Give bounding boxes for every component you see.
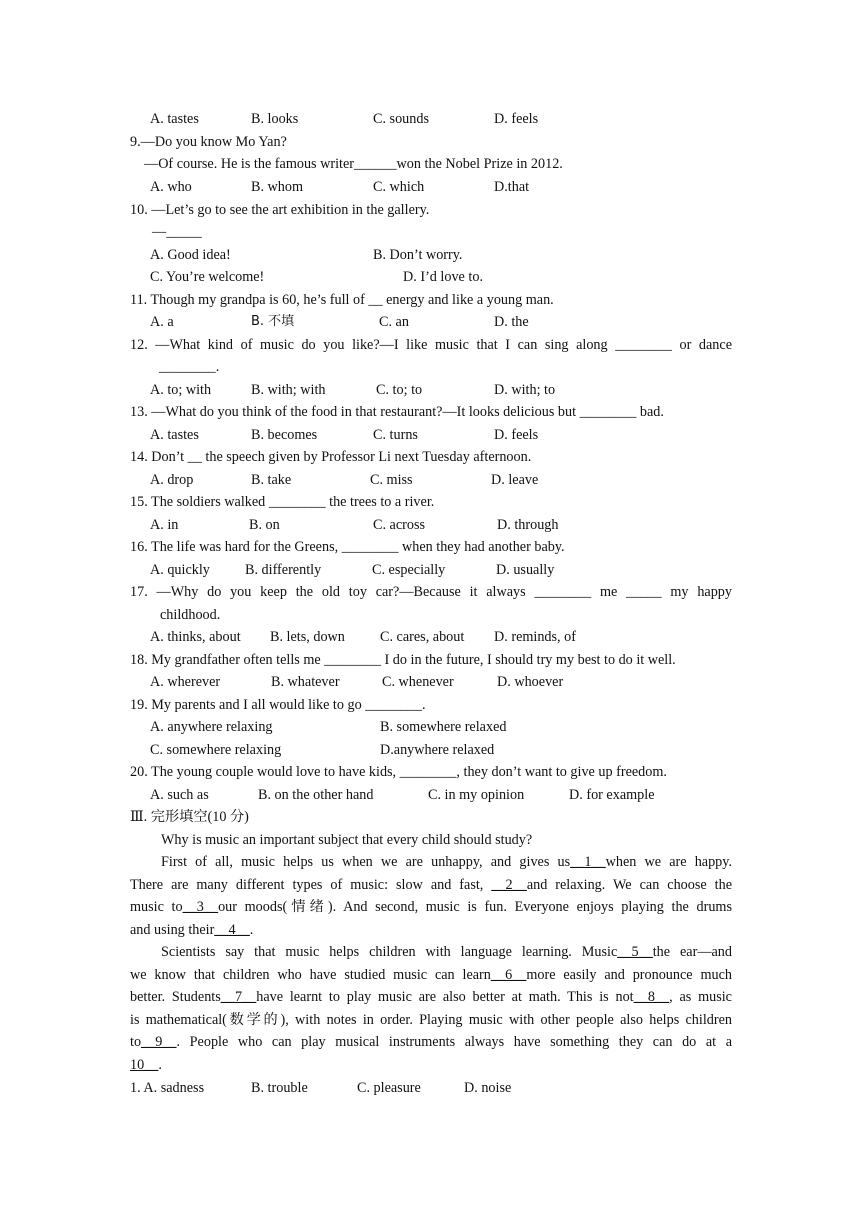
blank-9: __9__ (141, 1034, 177, 1050)
option-c: C. somewhere relaxing (150, 742, 282, 758)
section-heading: Ⅲ. 完形填空(10 分) (130, 809, 249, 825)
option-a: A. thinks, about (150, 629, 241, 645)
option-d: D. for example (569, 787, 655, 803)
q13-stem: 13. —What do you think of the food in that restaurant?—It looks delicious but ________ bad. (130, 404, 664, 420)
option-b: B. lets, down (270, 629, 345, 645)
blank-3: __3__ (182, 899, 219, 915)
blank-1: __1__ (570, 854, 606, 870)
p2-text: . People who can play musical instruments always have something they can do at a (176, 1034, 732, 1050)
p2-line1 (161, 943, 732, 961)
p1-text: There are many different types of music: slow and fast, (130, 877, 484, 893)
option-b: B. with; with (251, 382, 326, 398)
p1-text: our moods(情绪). And second, music is fun. Everyone enjoys playing the drums (218, 899, 732, 915)
q20-stem: 20. The young couple would love to have kids, ________, they don’t want to give up freedom. (130, 764, 667, 780)
option-b: B. on the other hand (258, 787, 374, 803)
p1-line2 (130, 876, 732, 894)
p2-text: better. Students (130, 989, 221, 1005)
blank-4: __4__ (214, 922, 250, 938)
p1-text: First of all, music helps us when we are unhappy, and gives us (161, 854, 571, 870)
option-a: A. in (150, 517, 179, 533)
q10-line2: —_____ (152, 224, 202, 240)
p1-text: . (249, 922, 254, 938)
option-d: D. the (494, 314, 529, 330)
option-a: A. quickly (150, 562, 210, 578)
option-c: C. turns (373, 427, 418, 443)
blank-5: __5__ (617, 944, 653, 960)
option-b: B. trouble (251, 1080, 308, 1096)
option-a: A. such as (150, 787, 209, 803)
passage-title: Why is music an important subject that every child should study? (161, 832, 533, 848)
option-c: C. to; to (376, 382, 423, 398)
q12-stem: 12. —What kind of music do you like?—I like music that I can sing along ________ or dance (130, 337, 732, 353)
option-d: D. reminds, of (494, 629, 576, 645)
option-c: C. whenever (382, 674, 454, 690)
option-d: D. through (497, 517, 559, 533)
p1-text: and relaxing. We can choose the (526, 877, 732, 893)
q12-line2: ________. (159, 359, 220, 375)
option-b: B. looks (251, 111, 299, 127)
option-c: C. sounds (373, 111, 429, 127)
p2-line6 (130, 1056, 732, 1074)
blank-8: __8__ (633, 989, 670, 1005)
p2-line4: is mathematical(数学的), with notes in order. Playing music with other people also helps children (130, 1012, 732, 1028)
option-d: D. usually (496, 562, 555, 578)
option-c: C. in my opinion (428, 787, 525, 803)
option-a: A. tastes (150, 111, 199, 127)
q9-stem: 9.—Do you know Mo Yan? (130, 134, 287, 150)
blank-6: __6__ (490, 967, 527, 983)
q17-stem: 17. —Why do you keep the old toy car?—Because it always ________ me _____ my happy (130, 584, 732, 600)
option-d: D. noise (464, 1080, 512, 1096)
p2-line3 (130, 988, 732, 1006)
option-b: B. somewhere relaxed (380, 719, 507, 735)
option-a: A. who (150, 179, 192, 195)
option-b: B. becomes (251, 427, 318, 443)
option-b: B. whom (251, 179, 304, 195)
option-c: C. especially (372, 562, 446, 578)
p2-text: to (130, 1034, 142, 1050)
p1-line4 (130, 921, 732, 939)
blank-2: __2__ (491, 877, 527, 893)
p2-text: more easily and pronounce much (526, 967, 732, 983)
option-d: D. leave (491, 472, 539, 488)
option-b: B. take (251, 472, 292, 488)
option-b: B. 不填 (251, 314, 295, 329)
option-c: C. an (379, 314, 409, 330)
p1-line3 (130, 898, 732, 916)
option-a: 1. A. sadness (130, 1080, 205, 1096)
option-d: D. feels (494, 427, 539, 443)
option-b: B. Don’t worry. (373, 247, 463, 263)
p1-text: when we are happy. (605, 854, 732, 870)
p2-line2 (130, 966, 732, 984)
blank-7: __7__ (220, 989, 257, 1005)
option-d: D. whoever (497, 674, 564, 690)
p2-text: . (158, 1057, 162, 1073)
blank-10: 10__ (130, 1057, 159, 1073)
option-d: D. with; to (494, 382, 556, 398)
p2-text: we know that children who have studied music can learn (130, 967, 491, 983)
option-d: D.that (494, 179, 530, 195)
p2-line5 (130, 1033, 732, 1051)
q19-stem: 19. My parents and I all would like to go ________. (130, 697, 426, 713)
option-d: D. I’d love to. (403, 269, 483, 285)
option-a: A. to; with (150, 382, 212, 398)
q17-line2: childhood. (160, 607, 221, 623)
option-a: A. tastes (150, 427, 199, 443)
p2-text: the ear—and (652, 944, 732, 960)
p2-text: Scientists say that music helps children with language learning. Music (161, 944, 618, 960)
q10-stem: 10. —Let’s go to see the art exhibition in the gallery. (130, 202, 430, 218)
option-a: A. a (150, 314, 174, 330)
option-c: C. miss (370, 472, 413, 488)
q18-stem: 18. My grandfather often tells me ________ I do in the future, I should try my best to do it well. (130, 652, 676, 668)
option-d: D.anywhere relaxed (380, 742, 495, 758)
option-c: C. which (373, 179, 425, 195)
option-c: C. You’re welcome! (150, 269, 265, 285)
p1-text: music to (130, 899, 183, 915)
option-c: C. pleasure (357, 1080, 421, 1096)
p1-text: and using their (130, 922, 215, 938)
option-b: B. on (249, 517, 280, 533)
p2-text: , as music (669, 989, 732, 1005)
option-c: C. across (373, 517, 426, 533)
q14-stem: 14. Don’t __ the speech given by Professor Li next Tuesday afternoon. (130, 449, 532, 465)
option-a: A. drop (150, 472, 194, 488)
p2-text: have learnt to play music are also better at math. This is not (256, 989, 634, 1005)
option-c: C. cares, about (380, 629, 465, 645)
option-b: B. whatever (271, 674, 340, 690)
q15-stem: 15. The soldiers walked ________ the trees to a river. (130, 494, 435, 510)
p1-line1 (161, 853, 732, 871)
option-a: A. Good idea! (150, 247, 231, 263)
option-a: A. wherever (150, 674, 221, 690)
option-b: B. differently (245, 562, 322, 578)
q11-stem: 11. Though my grandpa is 60, he’s full of __ energy and like a young man. (130, 292, 554, 308)
option-a: A. anywhere relaxing (150, 719, 273, 735)
option-d: D. feels (494, 111, 539, 127)
q9-line2: —Of course. He is the famous writer______won the Nobel Prize in 2012. (144, 156, 563, 172)
q16-stem: 16. The life was hard for the Greens, ________ when they had another baby. (130, 539, 565, 555)
